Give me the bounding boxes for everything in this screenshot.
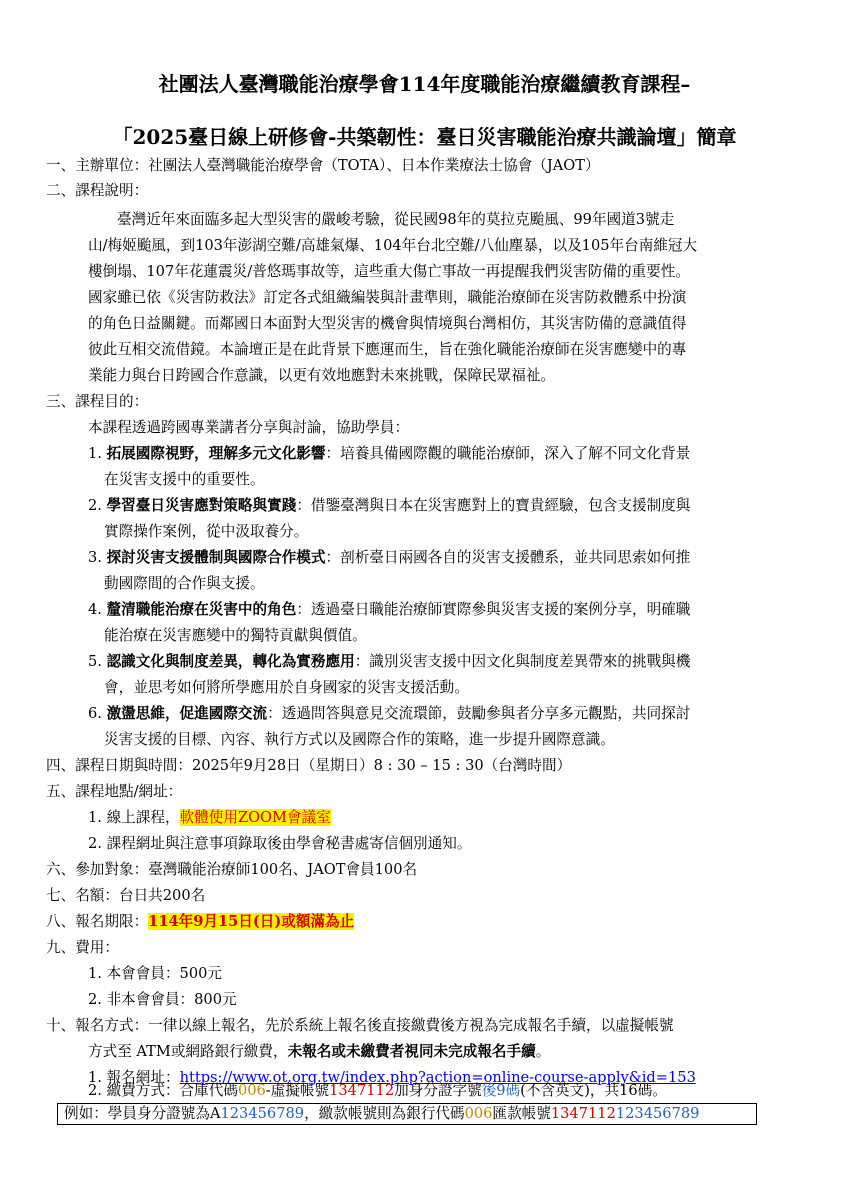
fee-text: 本會會員：500元 — [106, 965, 222, 982]
bank-code: 006 — [237, 1082, 266, 1099]
section-description-heading: 二、課程說明： — [46, 182, 149, 199]
registration-text: 方式至 ATM或網路銀行繳費， — [88, 1043, 288, 1060]
fee-member — [88, 964, 222, 984]
registration-payment-note — [88, 1042, 550, 1062]
objectives-intro: 本課程透過跨國專業講者分享與討論，協助學員： — [88, 419, 410, 436]
objective-continuation: 動國際間的合作與支援。 — [104, 575, 265, 592]
location-text: 線上課程， — [106, 809, 180, 826]
objective-text: ：剖析臺日兩國各自的災害支援體系，並共同思索如何推 — [325, 549, 691, 566]
example-text — [64, 1104, 699, 1124]
section-datetime: 四、課程日期與時間：2025年9月28日（星期日）8 : 30 – 15 : 30（台灣時間） — [46, 757, 572, 774]
fee-text: 非本會會員：800元 — [106, 991, 237, 1008]
item-number: 2. — [88, 835, 102, 852]
location-item-1 — [88, 808, 331, 828]
deadline-label: 八、報名期限： — [46, 913, 149, 930]
example-bank-code: 006 — [464, 1105, 493, 1122]
objective-item — [88, 652, 690, 672]
payment-text: 加身分證字號 — [394, 1082, 482, 1099]
example-middle: ，繳款帳號則為銀行代碼 — [304, 1105, 465, 1122]
objective-bold: 拓展國際視野，理解多元文化影響 — [106, 445, 326, 462]
objective-text: ：識別災害支援中因文化與制度差異帶來的挑戰與機 — [354, 653, 691, 670]
example-box — [57, 1103, 757, 1125]
id-digits: 後9碼 — [481, 1082, 521, 1099]
objective-number: 5. — [88, 653, 102, 670]
objective-item — [88, 496, 690, 516]
objective-bold: 認識文化與制度差異，轉化為實務應用 — [106, 653, 355, 670]
example-id: 123456789 — [220, 1105, 305, 1122]
objective-number: 2. — [88, 497, 102, 514]
section-deadline — [46, 912, 354, 932]
description-line: 業能力與台日跨國合作意識，以更有效地應對未來挑戰，保障民眾福祉。 — [88, 367, 556, 384]
url-label: 報名網址： — [106, 1069, 180, 1086]
objective-bold: 學習臺日災害應對策略與實踐 — [106, 497, 297, 514]
objective-item — [88, 548, 690, 568]
objective-bold: 激盪思維，促進國際交流 — [106, 705, 268, 722]
deadline-highlight: 114年9月15日(日)或額滿為止 — [148, 913, 355, 930]
objective-item — [88, 444, 690, 464]
item-number: 1. — [88, 809, 102, 826]
location-text: 課程網址與注意事項錄取後由學會秘書處寄信個別通知。 — [106, 835, 472, 852]
description-line: 國家雖已依《災害防救法》訂定各式組織編裝與計畫準則，職能治療師在災害防救體系中扮演 — [88, 289, 687, 306]
objective-number: 6. — [88, 705, 102, 722]
item-number: 1. — [88, 1069, 102, 1086]
objective-text: ：培養具備國際觀的職能治療師，深入了解不同文化背景 — [325, 445, 691, 462]
objective-item — [88, 600, 690, 620]
document-subtitle: 「2025臺日線上研修會-共築韌性：臺日災害職能治療共識論壇」簡章 — [112, 125, 737, 149]
section-organizer: 一、主辦單位：社團法人臺灣職能治療學會（TOTA）、日本作業療法士協會（JAOT） — [46, 157, 600, 174]
zoom-highlight: 軟體使用ZOOM會議室 — [179, 809, 331, 826]
objective-continuation: 會，並思考如何將所學應用於自身國家的災害支援活動。 — [104, 679, 469, 696]
item-number: 2. — [88, 1082, 102, 1099]
section-audience: 六、參加對象：臺灣職能治療師100名、JAOT會員100名 — [46, 861, 418, 878]
section-location-heading: 五、課程地點/網址： — [46, 783, 183, 800]
location-item-2 — [88, 834, 471, 854]
section-objectives-heading: 三、課程目的： — [46, 393, 149, 410]
example-prefix: 例如：學員身分證號為A — [64, 1105, 221, 1122]
payment-text: (不含英文)，共16碼。 — [520, 1082, 667, 1099]
section-fee-heading: 九、費用： — [46, 939, 119, 956]
document-title: 社團法人臺灣職能治療學會114年度職能治療繼續教育課程– — [158, 72, 691, 96]
objective-continuation: 實際操作案例，從中汲取養分。 — [104, 523, 309, 540]
objective-text: ：透過問答與意見交流環節，鼓勵參與者分享多元觀點，共同探討 — [267, 705, 691, 722]
registration-text: 。 — [535, 1043, 551, 1060]
item-number: 1. — [88, 965, 102, 982]
payment-text: 繳費方式：合庫代碼 — [106, 1082, 238, 1099]
objective-bold: 釐清職能治療在災害中的角色 — [106, 601, 297, 618]
description-line: 樓倒塌、107年花蓮震災/普悠瑪事故等，這些重大傷亡事故一再提醒我們災害防備的重要性。 — [88, 263, 690, 280]
virtual-account: 1347112 — [329, 1082, 395, 1099]
section-registration: 十、報名方式：一律以線上報名，先於系統上報名後直接繳費後方視為完成報名手續，以虛擬帳號 — [46, 1017, 674, 1034]
fee-nonmember — [88, 990, 237, 1010]
objective-continuation: 能治療在災害應變中的獨特貢獻與價值。 — [104, 627, 367, 644]
payment-method — [88, 1081, 667, 1101]
example-middle2: 匯款帳號 — [492, 1105, 551, 1122]
objective-text: ：借鑒臺灣與日本在災害應對上的寶貴經驗，包含支援制度與 — [296, 497, 691, 514]
description-line: 彼此互相交流借鏡。本論壇正是在此背景下應運而生，旨在強化職能治療師在災害應變中的專 — [88, 341, 687, 358]
objective-bold: 探討災害支援體制與國際合作模式 — [106, 549, 326, 566]
objective-number: 3. — [88, 549, 102, 566]
objective-continuation: 災害支援的目標、內容、執行方式以及國際合作的策略，進一步提升國際意識。 — [104, 731, 615, 748]
example-account: 1347112 — [550, 1105, 616, 1122]
objective-item — [88, 704, 690, 724]
registration-link[interactable]: https://www.ot.org.tw/index.php?action=online-course-apply&id=153 — [179, 1069, 696, 1086]
item-number: 2. — [88, 991, 102, 1008]
objective-continuation: 在災害支援中的重要性。 — [104, 471, 265, 488]
registration-warning: 未報名或未繳費者視同未完成報名手續 — [287, 1043, 536, 1060]
objective-number: 1. — [88, 445, 102, 462]
description-line: 山/梅姬颱風，到103年澎湖空難/高雄氣爆、104年台北空難/八仙塵暴，以及105年台南維冠大 — [88, 237, 698, 254]
section-quota: 七、名額：台日共200名 — [46, 887, 206, 904]
description-line: 的角色日益關鍵。而鄰國日本面對大型災害的機會與情境與台灣相仿，其災害防備的意識值得 — [88, 315, 687, 332]
objective-text: ：透過臺日職能治療師實際參與災害支援的案例分享，明確職 — [296, 601, 691, 618]
payment-text: -虛擬帳號 — [265, 1082, 330, 1099]
objective-number: 4. — [88, 601, 102, 618]
description-line: 臺灣近年來面臨多起大型災害的嚴峻考驗，從民國98年的莫拉克颱風、99年國道3號走 — [117, 211, 675, 228]
example-id-suffix: 123456789 — [615, 1105, 700, 1122]
